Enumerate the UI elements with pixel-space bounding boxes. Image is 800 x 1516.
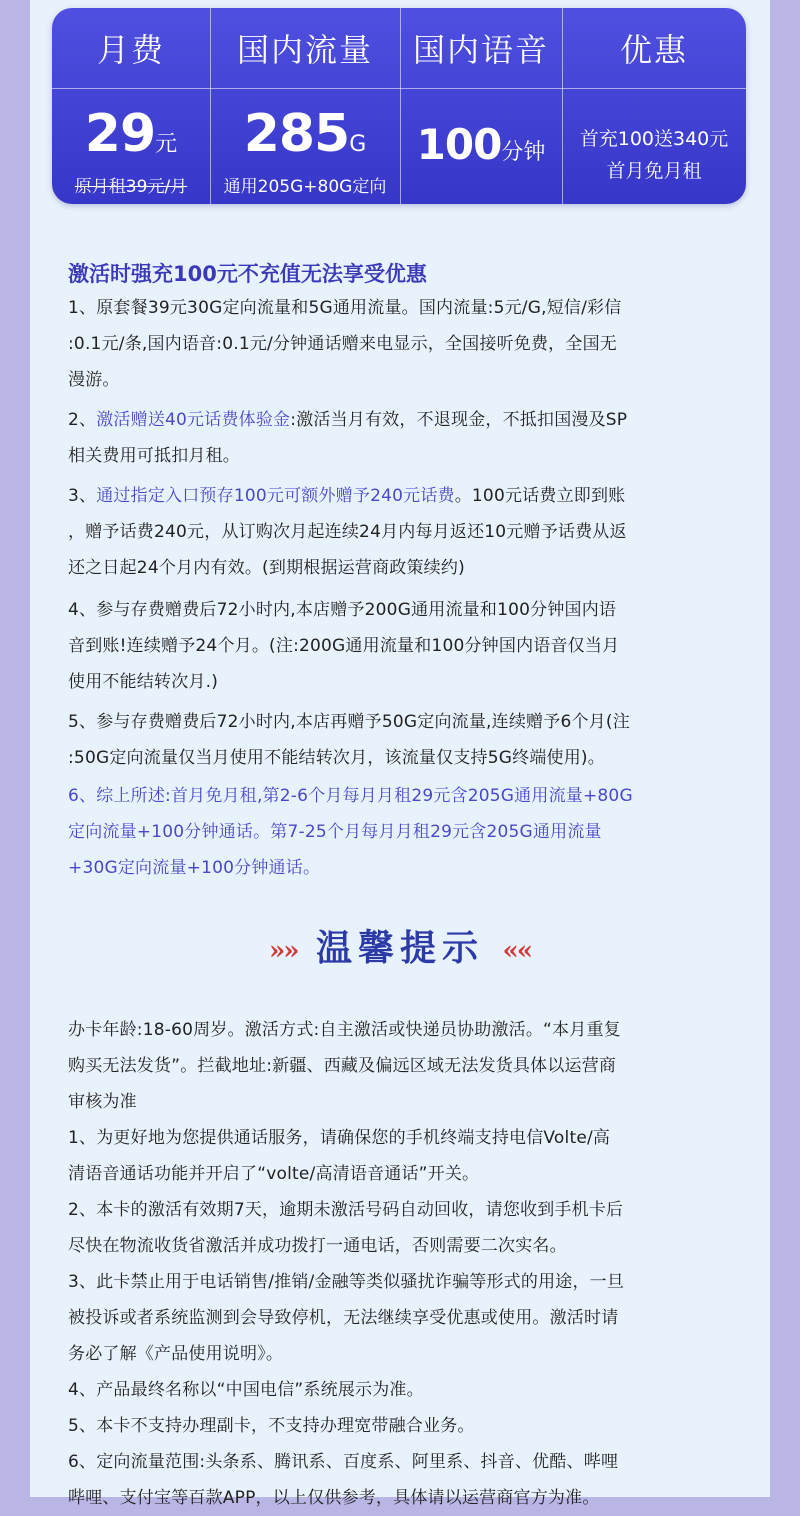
- tips-item-5: 5、本卡不支持办理副卡，不支持办理宽带融合业务。: [68, 1416, 475, 1436]
- column-header: 优惠: [619, 31, 688, 69]
- double-chevron-left-icon: ««: [502, 936, 532, 966]
- column-header: 月费: [96, 31, 165, 69]
- monthly-fee-column: [52, 8, 211, 204]
- promo-line: 首充100送340元: [579, 128, 729, 150]
- notes-item-5: 5、参与存费赠费后72小时内,本店再赠予50G定向流量,连续赠予6个月(注 :50G定向流量仅当月使用不能结转次月，该流量仅支持5G终端使用)。: [68, 712, 630, 768]
- promo-column: [562, 8, 746, 204]
- tips-item-1: 1、为更好地为您提供通话服务，请确保您的手机终端支持电信Volte/高 清语音通话功能并开启了“volte/高清语音通话”开关。: [68, 1128, 611, 1184]
- notes-item-2: 2、激活赠送40元话费体验金:激活当月有效，不退现金，不抵扣国漫及SP 相关费用可抵扣月租。: [68, 410, 628, 466]
- tips-item-3: 3、此卡禁止用于电话销售/推销/金融等类似骚扰诈骗等形式的用途，一旦 被投诉或者系统监测到会导致停机，无法继续享受优惠或使用。激活时请 务必了解《产品使用说明》。: [68, 1272, 625, 1364]
- voice-column: [400, 8, 563, 204]
- notes-item-3: 3、通过指定入口预存100元可额外赠予240元话费。100元话费立即到账 ，赠予话费240元，从订购次月起连续24月内每月返还10元赠予话费从返 还之日起24个月内有效。(到期根据运营商政策续约): [68, 486, 627, 578]
- monthly-fee-value: 29元: [84, 104, 178, 164]
- tips-item-2: 2、本卡的激活有效期7天，逾期未激活号码自动回收，请您收到手机卡后 尽快在物流收货省激活并成功拨打一通电话，否则需要二次实名。: [68, 1200, 624, 1256]
- original-price: 原月租39元/月: [74, 177, 188, 197]
- notes-heading: 激活时强充100元不充值无法享受优惠: [68, 262, 427, 286]
- notes-item-4: 4、参与存费赠费后72小时内,本店赠予200G通用流量和100分钟国内语 音到账!连续赠予24个月。(注:200G通用流量和100分钟国内语音仅当月 使用不能结转次月.): [68, 600, 620, 692]
- data-breakdown: 通用205G+80G定向: [223, 177, 387, 197]
- promo-line: 首月免月租: [606, 160, 702, 182]
- notes-item-1: 1、原套餐39元30G定向流量和5G通用流量。国内流量:5元/G,短信/彩信 :0.1元/条,国内语音:0.1元/分钟通话赠来电显示，全国接听免费，全国无 漫游。: [68, 298, 622, 390]
- voice-value: 100分钟: [416, 120, 546, 169]
- tips-item-6: 6、定向流量范围:头条系、腾讯系、百度系、阿里系、抖音、优酷、哔哩 哔哩、支付宝等百款APP，以上仅供参考，具体请以运营商官方为准。: [68, 1452, 619, 1508]
- column-header: 国内流量: [236, 31, 373, 69]
- column-header: 国内语音: [412, 31, 549, 69]
- plan-summary-table: [52, 8, 746, 204]
- tips-title-row: [0, 920, 800, 971]
- notes-item-6: 6、综上所述:首月免月租,第2-6个月每月月租29元含205G通用流量+80G 定向流量+100分钟通话。第7-25个月每月月租29元含205G通用流量 +30G定向流量+100分钟通话。: [68, 786, 633, 878]
- tips-title: 温馨提示: [315, 927, 484, 969]
- data-value: 285G: [243, 104, 367, 164]
- tips-item-4: 4、产品最终名称以“中国电信”系统展示为准。: [68, 1380, 424, 1400]
- double-chevron-right-icon: »»: [268, 936, 298, 966]
- data-column: [210, 8, 401, 204]
- tips-intro: 办卡年龄:18-60周岁。激活方式:自主激活或快递员协助激活。“本月重复 购买无法发货”。拦截地址:新疆、西藏及偏远区域无法发货具体以运营商 审核为准: [68, 1020, 621, 1112]
